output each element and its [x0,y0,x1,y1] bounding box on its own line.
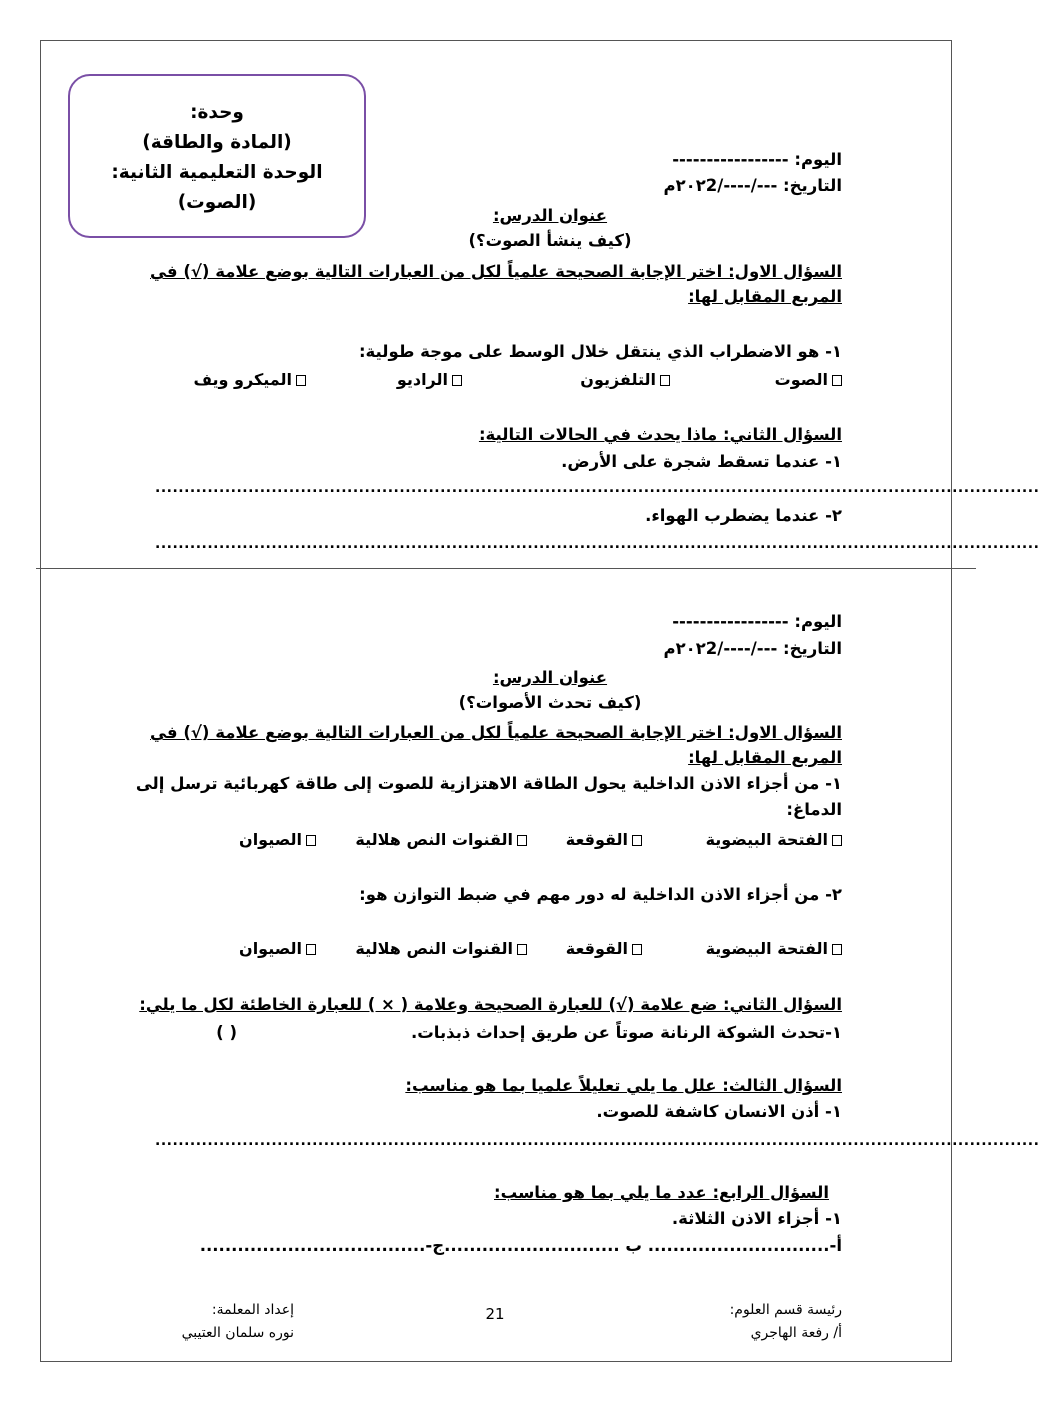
question-3-item-1: ١- أذن الانسان كاشفة للصوت. [596,1102,842,1121]
answer-line[interactable]: ........................................................................................................................................................ [155,1133,1039,1149]
sub-unit-label: الوحدة التعليمية الثانية: [111,162,323,183]
lesson-title: (كيف ينشأ الصوت؟) [468,231,632,250]
department-head-label: رئيسة قسم العلوم: [729,1302,842,1318]
option-television[interactable]: التلفزيون [580,369,670,391]
unit-name: (المادة والطاقة) [142,132,292,153]
checkbox-icon[interactable] [632,944,642,955]
question-4-item-1: ١- أجزاء الاذن الثلاثة. [671,1209,842,1228]
checkbox-icon[interactable] [832,375,842,386]
option-microwave[interactable]: الميكرو ويف [193,369,306,391]
teacher-label: إعداد المعلمة: [211,1302,294,1318]
day-field: اليوم: ----------------- [672,612,842,631]
option-auricle[interactable]: الصيوان [239,829,316,851]
unit-label: وحدة: [190,102,244,123]
page-number: 21 [485,1305,505,1323]
question-1-line-2: المربع المقابل لها: [688,748,842,767]
option-oval-window[interactable]: الفتحة البيضوية [706,938,842,960]
question-2-item-1: ١-تحدث الشوكة الرنانة صوتاً عن طريق إحداث ذبذبات. [410,1023,842,1042]
checkbox-icon[interactable] [306,835,316,846]
question-1-line-2: المربع المقابل لها: [688,287,842,306]
checkbox-icon[interactable] [517,835,527,846]
department-head-name: أ/ رفعة الهاجري [750,1325,842,1341]
question-4-answers[interactable]: أ-............................. ب ............................ج-.................................... [199,1236,842,1255]
checkbox-icon[interactable] [832,944,842,955]
option-sound[interactable]: الصوت [775,369,842,391]
checkbox-icon[interactable] [296,375,306,386]
question-2-title: السؤال الثاني: ماذا يحدث في الحالات التالية: [478,425,842,444]
teacher-name: نوره سلمان العتيبي [181,1325,294,1341]
answer-parentheses[interactable]: ( ) [216,1023,237,1042]
question-4-title: السؤال الرابع: عدد ما يلي بما هو مناسب: [494,1183,829,1202]
question-1-line-1: السؤال الاول: اختر الإجابة الصحيحة علمياً لكل من العبارات التالية بوضع علامة (√) في [150,262,842,281]
option-radio[interactable]: الراديو [397,369,462,391]
checkbox-icon[interactable] [517,944,527,955]
question-1-item-1-line-1: ١- من أجزاء الاذن الداخلية يحول الطاقة الاهتزازية للصوت إلى طاقة كهربائية ترسل إلى [135,774,842,793]
unit-box [68,74,366,238]
option-auricle[interactable]: الصيوان [239,938,316,960]
checkbox-icon[interactable] [306,944,316,955]
option-oval-window[interactable]: الفتحة البيضوية [706,829,842,851]
answer-line[interactable]: ........................................................................................................................................................ [155,536,1039,552]
checkbox-icon[interactable] [632,835,642,846]
option-cochlea[interactable]: القوقعة [566,829,642,851]
question-3-title: السؤال الثالث: علل ما يلي تعليلاً علميا بما هو مناسب: [405,1076,842,1095]
option-semicircular-canals[interactable]: القنوات النص هلالية [355,938,527,960]
question-2-item-2: ٢- عندما يضطرب الهواء. [645,506,842,525]
option-cochlea[interactable]: القوقعة [566,938,642,960]
option-semicircular-canals[interactable]: القنوات النص هلالية [355,829,527,851]
checkbox-icon[interactable] [660,375,670,386]
question-1-item-1-line-2: الدماغ: [786,800,842,819]
section-divider [36,568,976,569]
day-field: اليوم: ----------------- [672,150,842,169]
lesson-title: (كيف تحدث الأصوات؟) [458,693,642,712]
sub-unit-name: (الصوت) [177,192,257,213]
answer-line[interactable]: ........................................................................................................................................................ [155,480,1039,496]
question-2-title: السؤال الثاني: ضع علامة (√) للعبارة الصحيحة وعلامة ( × ) للعبارة الخاطئة لكل ما يلي: [139,995,842,1014]
date-field: التاريخ: ---/----/٢٠٢2م [663,176,842,195]
checkbox-icon[interactable] [832,835,842,846]
question-1-item-2: ٢- من أجزاء الاذن الداخلية له دور مهم في ضبط التوازن هو: [359,885,842,904]
lesson-title-label: عنوان الدرس: [492,206,608,225]
question-1-line-1: السؤال الاول: اختر الإجابة الصحيحة علمياً لكل من العبارات التالية بوضع علامة (√) في [150,723,842,742]
lesson-title-label: عنوان الدرس: [492,668,608,687]
question-1-item-1: ١- هو الاضطراب الذي ينتقل خلال الوسط على موجة طولية: [358,342,842,361]
question-2-item-1: ١- عندما تسقط شجرة على الأرض. [561,452,842,471]
checkbox-icon[interactable] [452,375,462,386]
date-field: التاريخ: ---/----/٢٠٢2م [663,639,842,658]
